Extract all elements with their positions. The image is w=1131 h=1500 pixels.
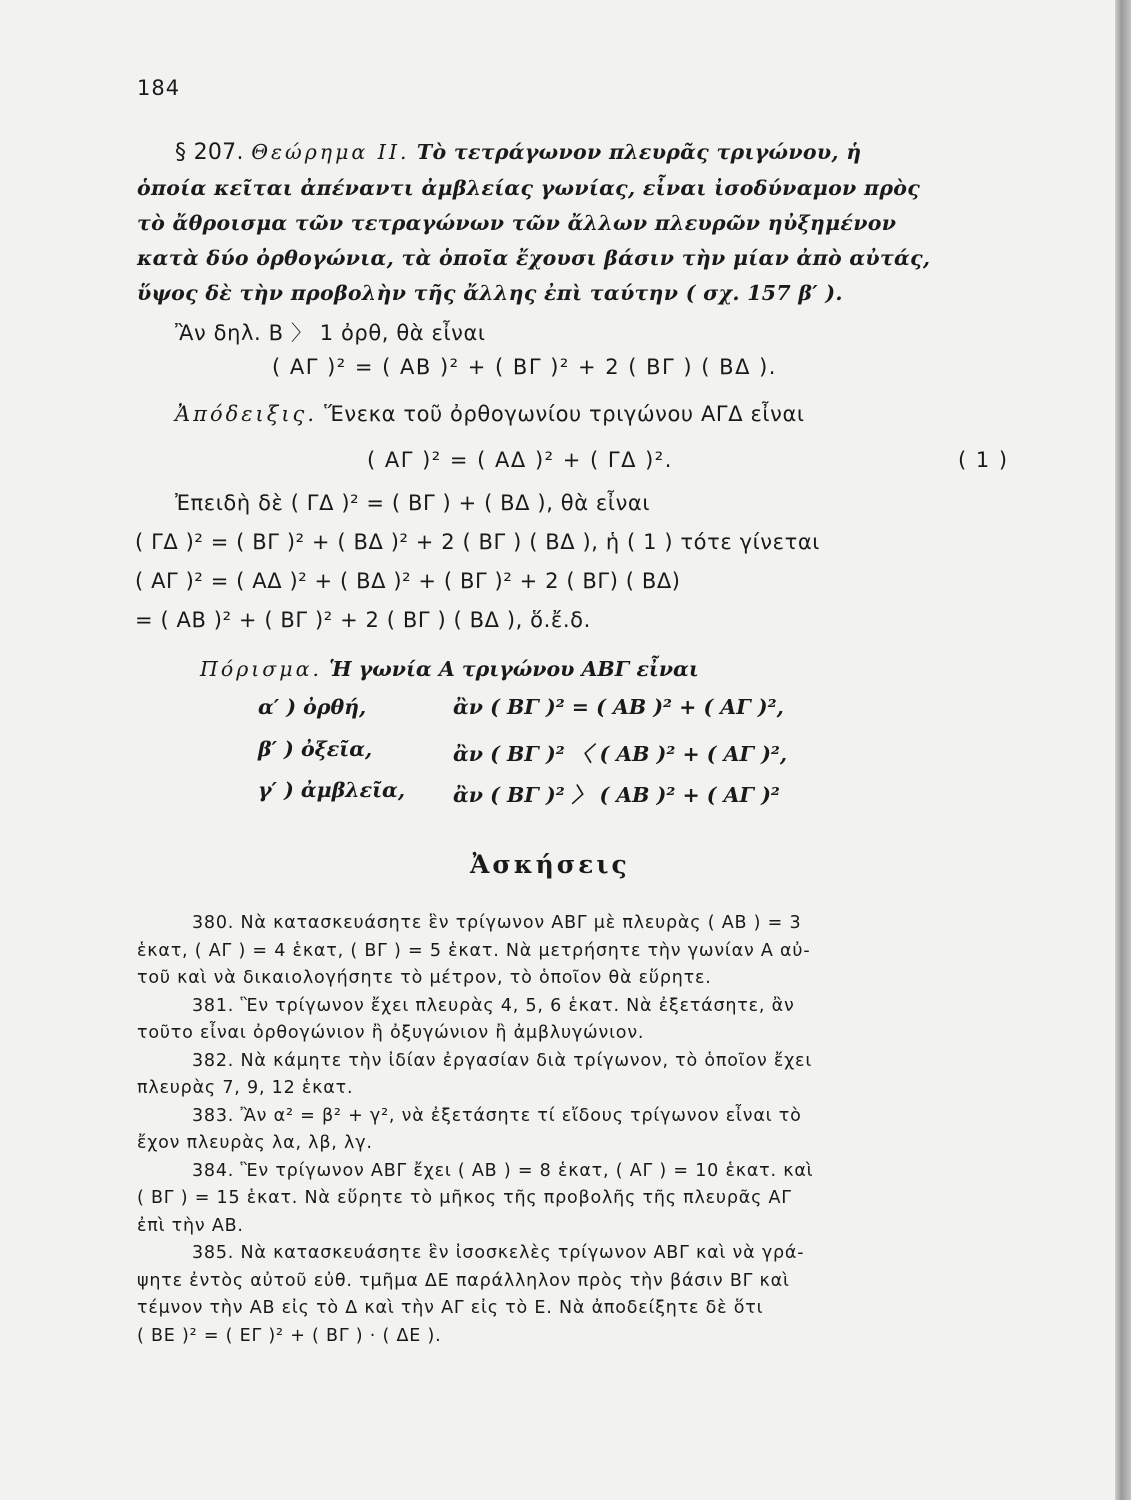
equation-number: ( 1 ) [958,448,1009,472]
proof-line: Ἀπόδειξις. Ἕνεκα τοῦ ὀρθογωνίου τριγώνου ΑΓΔ εἶναι [175,402,805,426]
hypothesis: Ἂν δηλ. Β 〉 1 ὀρθ, θὰ εἶναι [175,321,486,345]
equation: ( ΑΓ )² = ( ΑΒ )² + ( ΒΓ )² + 2 ( ΒΓ ) ( ΒΔ ). [272,355,777,379]
proof-line: = ( ΑΒ )² + ( ΒΓ )² + 2 ( ΒΓ ) ( ΒΔ ), ὅ.ἔ.δ. [135,608,591,632]
page-edge [1115,0,1131,1500]
corollary-case-condition: ἂν ( ΒΓ )² = ( ΑΒ )² + ( ΑΓ )², [453,695,784,719]
corollary-case-condition: ἂν ( ΒΓ )² 〈 ( ΑΒ )² + ( ΑΓ )², [453,742,788,766]
proof-line: ( ΓΔ )² = ( ΒΓ )² + ( ΒΔ )² + 2 ( ΒΓ ) ( ΒΔ ), ἡ ( 1 ) τότε γίνεται [135,530,820,554]
section-number: § 207. [175,140,244,165]
theorem-line: § 207. Θεώρημα ΙΙ. Τὸ τετράγωνον πλευρᾶς τριγώνου, ἡ [175,140,862,165]
theorem-line: ὕψος δὲ τὴν προβολὴν τῆς ἄλλης ἐπὶ ταύτην ( σχ. 157 β′ ). [137,281,843,305]
exercise-line: ψητε ἐντὸς αὐτοῦ εὐθ. τμῆμα ΔΕ παράλληλον πρὸς τὴν βάσιν ΒΓ καὶ [137,1271,790,1291]
exercise-line: 381. Ἓν τρίγωνον ἔχει πλευρὰς 4, 5, 6 ἑκατ. Νὰ ἐξετάσητε, ἂν [192,996,795,1016]
exercise-line: 383. Ἂν α² = β² + γ², νὰ ἐξετάσητε τί εἴδους τρίγωνον εἶναι τὸ [192,1106,802,1126]
theorem-line: κατὰ δύο ὀρθογώνια, τὰ ὁποῖα ἔχουσι βάσιν τὴν μίαν ἀπὸ αὐτάς, [137,246,931,270]
corollary-label: Πόρισμα. [200,657,322,681]
theorem-label: Θεώρημα ΙΙ. [251,140,410,164]
page-number: 184 [137,76,181,100]
exercise-line: 384. Ἓν τρίγωνον ΑΒΓ ἔχει ( ΑΒ ) = 8 ἑκατ, ( ΑΓ ) = 10 ἑκατ. καὶ [192,1161,814,1181]
exercise-line: 380. Νὰ κατασκευάσητε ἓν τρίγωνον ΑΒΓ μὲ πλευρὰς ( ΑΒ ) = 3 [192,913,802,933]
exercise-line: ( ΒΕ )² = ( ΕΓ )² + ( ΒΓ ) · ( ΔΕ ). [137,1326,442,1346]
exercise-line: τέμνον τὴν ΑΒ εἰς τὸ Δ καὶ τὴν ΑΓ εἰς τὸ Ε. Νὰ ἀποδείξητε δὲ ὅτι [137,1298,764,1318]
corollary-case-condition: ἂν ( ΒΓ )² 〉 ( ΑΒ )² + ( ΑΓ )² [453,783,780,807]
exercise-line: ἑκατ, ( ΑΓ ) = 4 ἑκατ, ( ΒΓ ) = 5 ἑκατ. Νὰ μετρήσητε τὴν γωνίαν Α αὐ- [137,941,811,961]
corollary-case-label: α′ ) ὀρθή, [258,695,367,719]
proof-line: ( ΑΓ )² = ( ΑΔ )² + ( ΒΔ )² + ( ΒΓ )² + 2 ( ΒΓ) ( ΒΔ) [135,569,681,593]
exercise-line: ἔχον πλευρὰς λα, λβ, λγ. [137,1133,373,1153]
exercise-line: πλευρὰς 7, 9, 12 ἑκατ. [137,1078,354,1098]
corollary-title: Πόρισμα. Ἡ γωνία Α τριγώνου ΑΒΓ εἶναι [200,657,699,681]
theorem-line: τὸ ἄθροισμα τῶν τετραγώνων τῶν ἄλλων πλευρῶν ηὐξημένον [137,211,897,235]
equation: ( ΑΓ )² = ( ΑΔ )² + ( ΓΔ )². [367,448,673,472]
exercise-line: ἐπὶ τὴν ΑΒ. [137,1216,244,1236]
theorem-line: ὁποία κεῖται ἀπέναντι ἀμβλείας γωνίας, εἶναι ἰσοδύναμον πρὸς [137,176,921,200]
exercise-line: 385. Νὰ κατασκευάσητε ἓν ἰσοσκελὲς τρίγωνον ΑΒΓ καὶ νὰ γρά- [192,1243,805,1263]
exercise-line: 382. Νὰ κάμητε τὴν ἰδίαν ἐργασίαν διὰ τρίγωνον, τὸ ὁποῖον ἔχει [192,1051,813,1071]
proof-label: Ἀπόδειξις. [175,402,317,426]
exercises-heading: Ἀσκήσεις [470,850,630,879]
exercise-line: τοῦ καὶ νὰ δικαιολογήσητε τὸ μέτρον, τὸ ὁποῖον θὰ εὕρητε. [137,968,712,988]
corollary-case-label: β′ ) ὀξεῖα, [258,737,373,761]
exercise-line: τοῦτο εἶναι ὀρθογώνιον ἢ ὀξυγώνιον ἢ ἀμβλυγώνιον. [137,1023,645,1043]
proof-line: Ἐπειδὴ δὲ ( ΓΔ )² = ( ΒΓ ) + ( ΒΔ ), θὰ εἶναι [175,491,651,515]
exercise-line: ( ΒΓ ) = 15 ἑκατ. Νὰ εὕρητε τὸ μῆκος τῆς προβολῆς τῆς πλευρᾶς ΑΓ [137,1188,792,1208]
corollary-case-label: γ′ ) ἀμβλεῖα, [258,778,405,802]
